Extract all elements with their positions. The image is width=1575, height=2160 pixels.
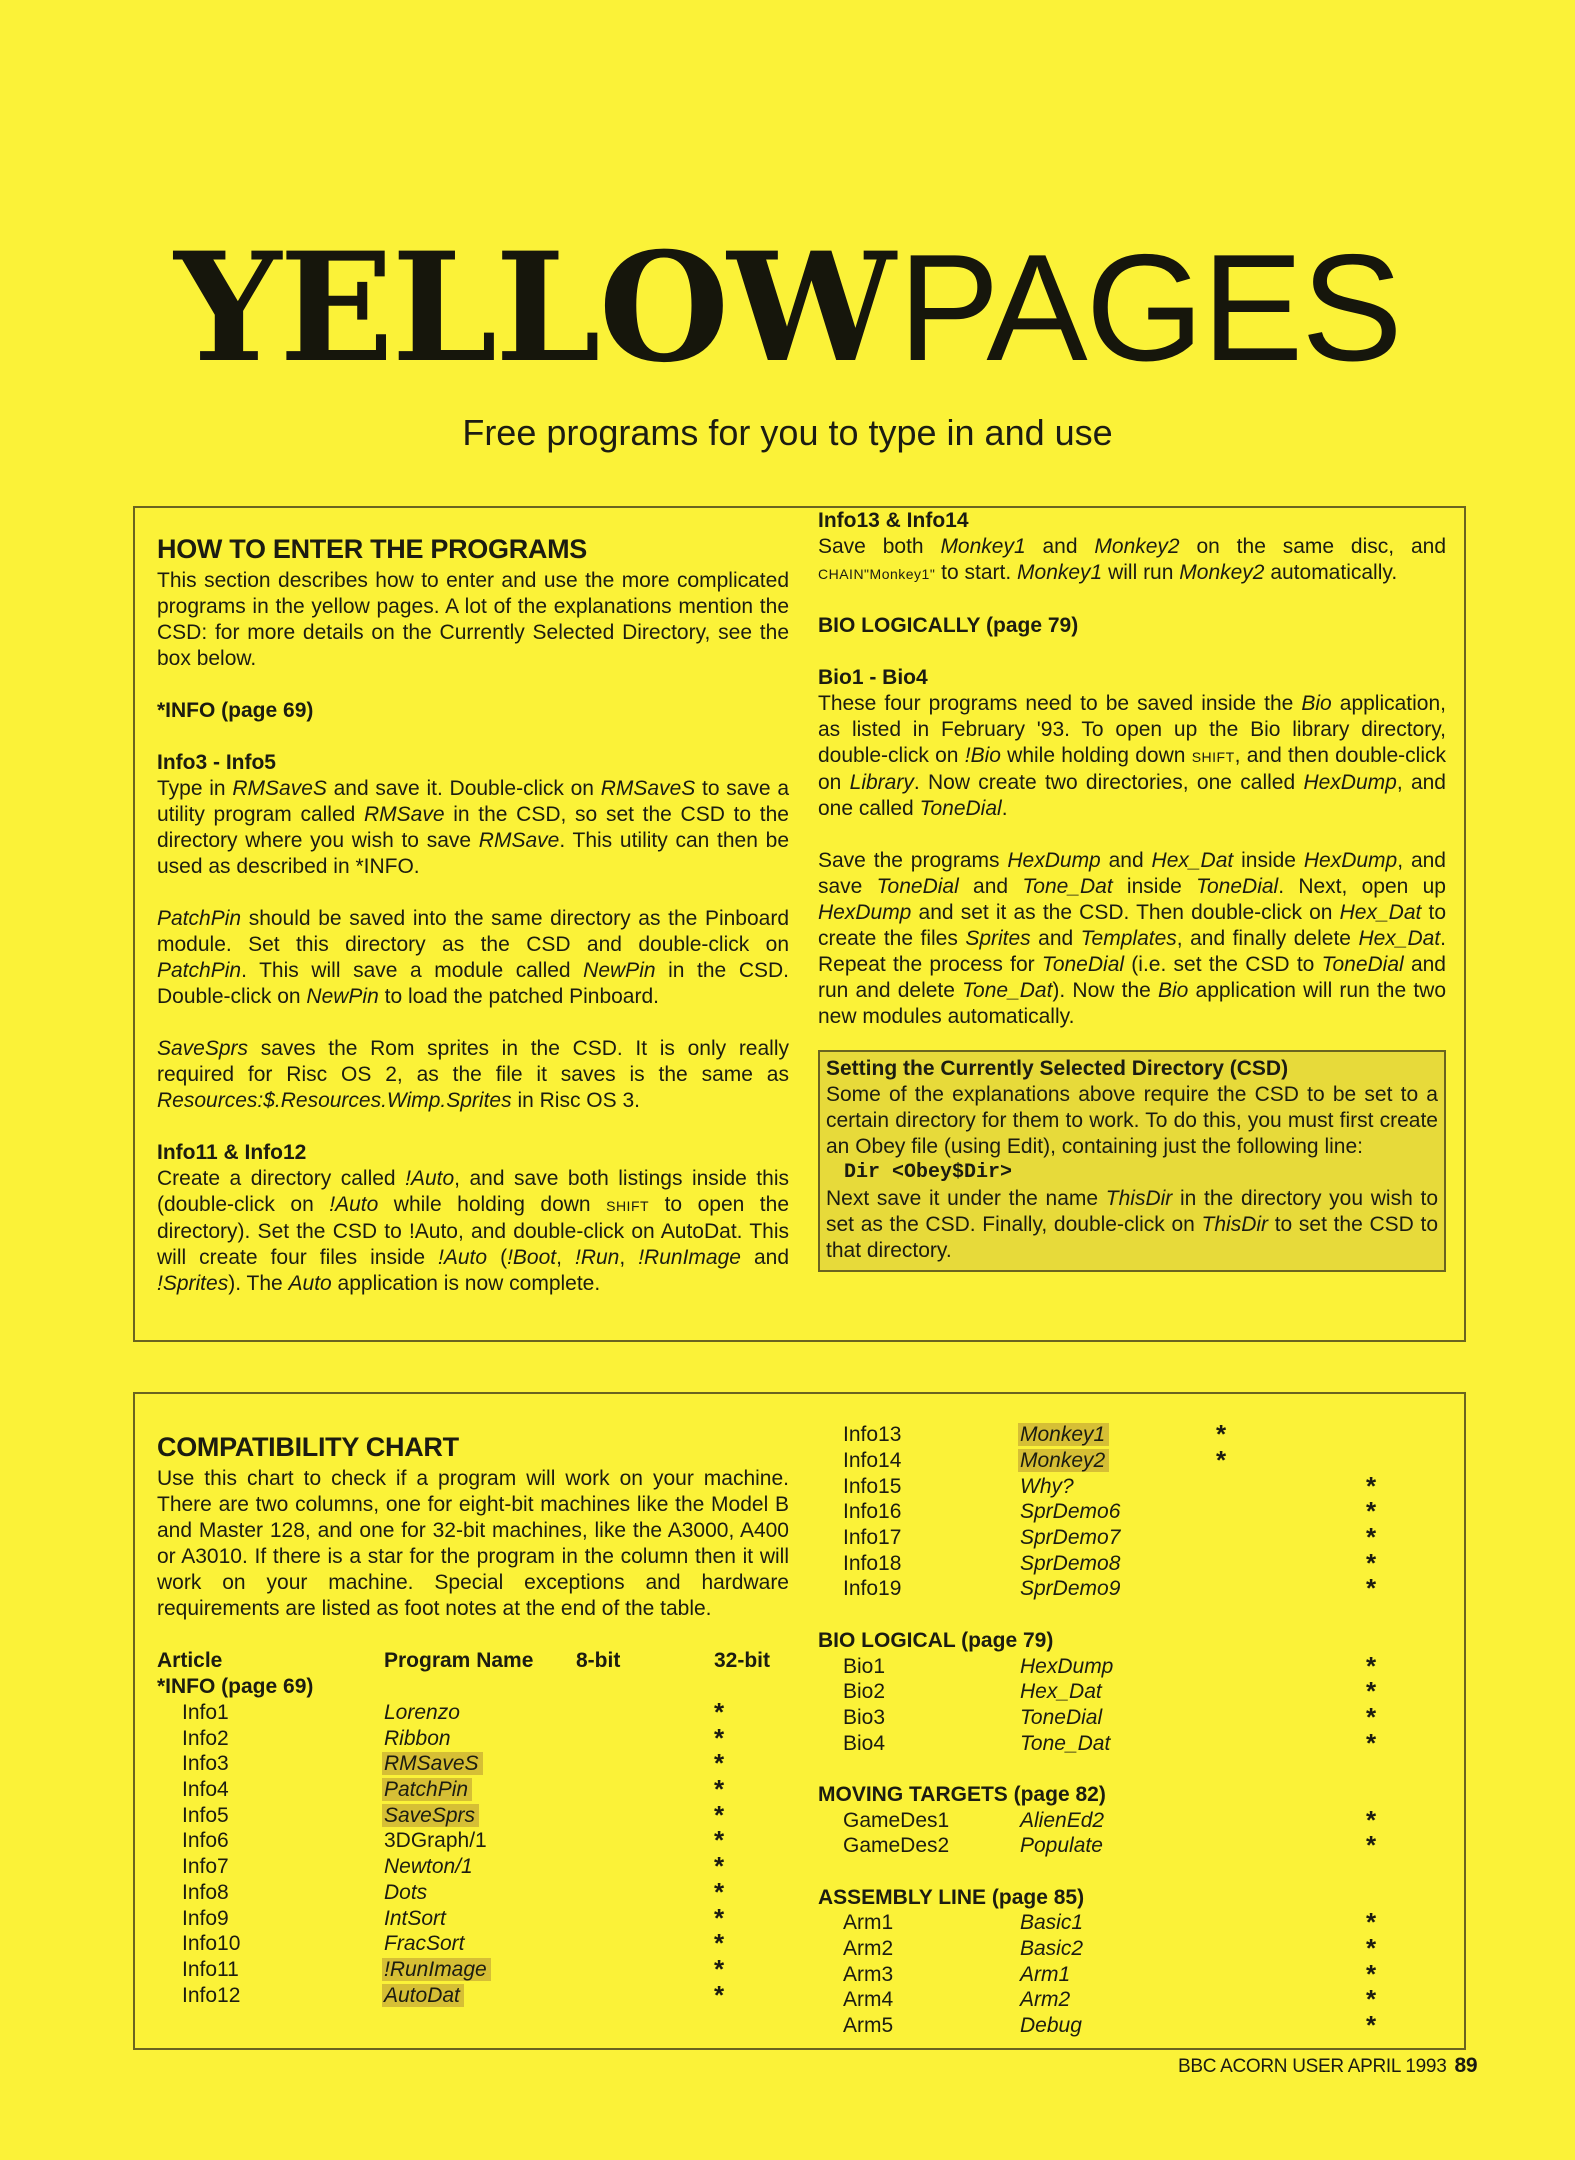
table-row [818,1499,1426,1525]
table-row [157,1828,774,1854]
program-name: Hex_Dat [1020,1680,1102,1704]
article-cell: Bio2 [843,1680,886,1704]
bit8-star [1216,1987,1366,2013]
info11-12-title: Info11 & Info12 [157,1141,307,1164]
bit8-star [576,1854,714,1880]
group-heading: ASSEMBLY LINE (page 85) [818,1885,1085,1909]
compat-table-left [157,1648,774,2008]
table-row [818,1576,1426,1602]
bit8-star [1216,1807,1366,1833]
compat-header-row [157,1648,774,1674]
bit32-star: * [1366,1701,1377,1732]
bio-heading: BIO LOGICALLY (page 79) [818,614,1079,637]
bit32-star: * [1366,1522,1377,1553]
program-name: SprDemo8 [1020,1551,1121,1575]
table-row [818,1448,1426,1474]
article-cell: GameDes1 [843,1808,950,1832]
bit32-star: * [714,1979,725,2010]
article-cell: Info13 [843,1423,902,1447]
bit8-star [576,1982,714,2008]
bit8-star [576,1931,714,1957]
info-heading: *INFO (page 69) [157,699,314,722]
csd-info-box [818,1050,1446,1272]
program-cell [1020,1499,1216,1525]
program-name: RMSaveS [382,1752,483,1775]
bit8-star [576,1777,714,1803]
program-name: PatchPin [382,1778,472,1801]
bit32-star: * [1366,1958,1377,1989]
article-cell: Info10 [182,1932,241,1956]
group-spacer [818,1756,1426,1782]
program-name: IntSort [384,1906,446,1930]
program-name: Basic1 [1020,1911,1084,1935]
bit32-star: * [714,1748,725,1779]
article-cell: Info15 [843,1474,902,1498]
program-name: Debug [1020,2014,1082,2038]
program-cell [1020,1525,1216,1551]
table-row [157,1700,774,1726]
table-row [818,1525,1426,1551]
group-heading-row [818,1884,1426,1910]
article-cell: Arm3 [843,1962,894,1986]
article-cell: Info11 [182,1957,239,1981]
how-to-box [133,506,1466,1342]
bit32-star: * [714,1825,725,1856]
how-to-title: HOW TO ENTER THE PROGRAMS [157,534,588,564]
program-cell [1020,1807,1216,1833]
bit32-star: * [714,1928,725,1959]
bit8-star [1216,1936,1366,1962]
info13-14-para: Save both Monkey1 and Monkey2 on the same disc, and CHAIN"Monkey1" to start. Monkey1 will run Monkey2 automatically. [818,535,1446,584]
bit32-star: * [1366,1547,1377,1578]
table-row [818,1936,1426,1962]
program-name: !RunImage [382,1958,491,1981]
info13-14-title: Info13 & Info14 [818,509,969,532]
program-name: Lorenzo [384,1701,460,1725]
bit8-star [1216,1833,1366,1859]
program-name: SprDemo7 [1020,1526,1121,1550]
article-cell: Info18 [843,1551,902,1575]
bit32-star: * [1366,1496,1377,1527]
table-row [818,1422,1426,1448]
program-name: Dots [384,1880,428,1904]
bit32-star: * [714,1851,725,1882]
article-cell: Info7 [182,1855,229,1879]
program-name: 3DGraph/1 [384,1829,487,1853]
program-cell [384,1828,576,1854]
bit32-star: * [714,1799,725,1830]
program-name: Arm1 [1020,1962,1071,1986]
article-cell: Arm4 [843,1988,894,2012]
article-cell: Arm1 [843,1911,894,1935]
bit8-star [1216,1705,1366,1731]
program-name: Basic2 [1020,1937,1084,1961]
info3-5-para2: PatchPin should be saved into the same directory as the Pinboard module. Set this directory as the CSD and double-click on PatchPin. This will save a module called NewPin in the CSD. Double-click on NewPin to load the patched Pinboard. [157,907,789,1008]
article-cell: Bio3 [843,1705,886,1729]
bio-para1: These four programs need to be saved inside the Bio application, as listed in February '93. To open up the Bio library directory, double-click on !Bio while holding down SHIFT, and then double-click on Library. Now create two directories, one called HexDump, and one called ToneDial. [818,692,1447,820]
col-header-32bit: 32-bit [714,1649,771,1672]
program-cell [384,1700,576,1726]
program-cell [1020,1833,1216,1859]
table-row [818,1550,1426,1576]
article-cell: Info6 [182,1829,229,1853]
csd-para1: Some of the explanations above require the CSD to be set to a certain directory for them to work. To do this, you must first create an Obey file (using Edit), containing just the following line: [826,1083,1438,1158]
table-row [157,1982,774,2008]
compat-left-column [157,1430,789,2008]
article-cell: Info14 [843,1449,902,1473]
article-cell: Bio1 [843,1654,886,1678]
bit8-star [1216,1730,1366,1756]
masthead [0,220,1575,396]
article-cell: Info8 [182,1880,229,1904]
program-cell [1020,1422,1216,1448]
csd-para2: Next save it under the name ThisDir in the directory you wish to set as the CSD. Finally, double-click on ThisDir to set the CSD to that directory. [826,1187,1439,1262]
program-cell [1020,1936,1216,1962]
masthead-yellow: YELLOW [174,220,894,396]
bit32-star: * [1366,1907,1377,1938]
bit8-star [576,1751,714,1777]
bit32-star: * [1366,1984,1377,2015]
bit8-star: * [1216,1445,1227,1476]
article-cell: Arm5 [843,2014,894,2038]
info3-5-title: Info3 - Info5 [157,751,276,774]
page-number: 89 [1454,2054,1478,2077]
group-heading-row [157,1674,774,1700]
csd-title: Setting the Currently Selected Directory (CSD) [826,1057,1289,1080]
program-name: AlienEd2 [1020,1808,1105,1832]
article-cell: Arm2 [843,1937,894,1961]
table-row [818,1679,1426,1705]
bio-para2: Save the programs HexDump and Hex_Dat inside HexDump, and save ToneDial and Tone_Dat inside ToneDial. Next, open up HexDump and set it as the CSD. Then double-click on Hex_Dat to create the files Sprites and Templates, and finally delete Hex_Dat. Repeat the process for ToneDial (i.e. set the CSD to ToneDial and run and delete Tone_Dat). Now the Bio application will run the two new modules automatically. [818,849,1447,1028]
program-name: HexDump [1020,1654,1114,1678]
program-cell [1020,1961,1216,1987]
program-cell [1020,1705,1216,1731]
bit8-star [1216,1499,1366,1525]
table-row [818,1987,1426,2013]
program-cell [384,1725,576,1751]
program-cell [1020,1910,1216,1936]
compatibility-box [133,1392,1466,2050]
table-row [818,1653,1426,1679]
bit32-star: * [714,1697,725,1728]
program-cell [1020,1679,1216,1705]
table-row [818,1961,1426,1987]
program-name: SaveSprs [382,1804,479,1827]
program-name: SprDemo9 [1020,1577,1121,1601]
group-heading: *INFO (page 69) [157,1675,314,1699]
article-cell: Info1 [182,1701,229,1725]
group-spacer [818,1602,1426,1628]
bit32-star: * [1366,1676,1377,1707]
bit32-star: * [714,1722,725,1753]
bit32-star: * [1366,1830,1377,1861]
bit8-star [1216,1473,1366,1499]
table-row [818,1473,1426,1499]
group-heading-row [818,1782,1426,1808]
bit32-star: * [714,1902,725,1933]
bit8-star [1216,1910,1366,1936]
bit8-star [576,1828,714,1854]
bit8-star [576,1700,714,1726]
bit8-star [576,1725,714,1751]
bit8-star [1216,1576,1366,1602]
program-cell [1020,1987,1216,2013]
bit8-star [576,1957,714,1983]
article-cell: Info12 [182,1983,241,2007]
bit32-star [1366,1448,1426,1474]
compat-right-column [818,1419,1446,2041]
bit8-star [1216,1961,1366,1987]
article-cell: Info9 [182,1906,229,1930]
table-row [818,1833,1426,1859]
bit8-star [1216,1525,1366,1551]
program-cell [384,1931,576,1957]
table-row [157,1880,774,1906]
info3-5-para3: SaveSprs saves the Rom sprites in the CSD. It is only really required for Risc OS 2, as the file it saves is the same as Resources:$.Resources.Wimp.Sprites in Risc OS 3. [157,1037,789,1112]
program-name: ToneDial [1020,1705,1103,1729]
bit8-star [1216,1550,1366,1576]
program-name: AutoDat [382,1984,464,2007]
page-footer [1178,2054,1488,2078]
masthead-pages: PAGES [898,223,1401,393]
article-cell: Info19 [843,1577,902,1601]
table-row [818,2013,1426,2039]
program-cell [384,1802,576,1828]
program-cell [384,1905,576,1931]
program-name: Tone_Dat [1020,1731,1111,1755]
bit8-star: * [1216,1419,1227,1450]
table-row [157,1725,774,1751]
table-row [818,1807,1426,1833]
table-row [818,1910,1426,1936]
bit32-star [1366,1422,1426,1448]
program-cell [384,1777,576,1803]
table-row [157,1802,774,1828]
table-row [818,1730,1426,1756]
program-cell [1020,1730,1216,1756]
program-name: SprDemo6 [1020,1500,1121,1524]
program-name: Newton/1 [384,1855,473,1879]
program-name: Monkey1 [1018,1423,1109,1446]
article-cell: Info3 [182,1752,229,1776]
program-cell [1020,1448,1216,1474]
compat-table-right [818,1419,1426,2041]
footer-publication: BBC ACORN USER APRIL 1993 [1178,2056,1447,2077]
bit32-star: * [1366,1470,1377,1501]
col-header-article: Article [157,1649,223,1672]
program-name: Why? [1020,1474,1074,1498]
table-row [157,1777,774,1803]
article-cell: Info16 [843,1500,902,1524]
col-header-8bit: 8-bit [576,1649,621,1672]
how-to-right-column [818,508,1446,1272]
col-header-program: Program Name [384,1649,534,1672]
bit32-star: * [1366,1727,1377,1758]
bit8-star [576,1905,714,1931]
program-cell [1020,1473,1216,1499]
table-row [157,1931,774,1957]
info3-5-para1: Type in RMSaveS and save it. Double-click on RMSaveS to save a utility program called RMSave in the CSD, so set the CSD to the directory where you wish to save RMSave. This utility can then be used as described in *INFO. [157,777,790,878]
program-name: Monkey2 [1018,1449,1109,1472]
bit32-star: * [1366,1573,1377,1604]
bit32-star: * [1366,1933,1377,1964]
csd-code-line: Dir <Obey$Dir> [844,1161,1013,1184]
program-cell [384,1982,576,2008]
program-name: Arm2 [1020,1988,1071,2012]
table-row [157,1854,774,1880]
bit8-star [1216,1679,1366,1705]
group-heading: MOVING TARGETS (page 82) [818,1782,1106,1806]
program-cell [384,1854,576,1880]
program-name: FracSort [384,1932,465,1956]
group-heading-row [818,1628,1426,1654]
bit8-star [1216,2013,1366,2039]
program-cell [384,1880,576,1906]
program-cell [1020,1653,1216,1679]
article-cell: Info2 [182,1726,229,1750]
bit8-star [1216,1653,1366,1679]
bit32-star: * [714,1774,725,1805]
compat-intro: Use this chart to check if a program will work on your machine. There are two columns, one for eight-bit machines like the Model B and Master 128, and one for 32-bit machines, like the A3000, A400 or A3010. If there is a star for the program in the column then it will work on your machine. Special exceptions and hardware requirements are listed as foot notes at the end of the table. [157,1467,789,1620]
bit32-star: * [1366,1804,1377,1835]
table-row [157,1957,774,1983]
tagline: Free programs for you to type in and use [462,412,1113,453]
bit32-star: * [1366,1650,1377,1681]
bit32-star: * [714,1876,725,1907]
article-cell: Info17 [843,1526,902,1550]
program-cell [384,1751,576,1777]
how-to-intro: This section describes how to enter and use the more complicated programs in the yellow pages. A lot of the explanations mention the CSD: for more details on the Currently Selected Directory, see the box below. [157,569,789,670]
bio-title: Bio1 - Bio4 [818,666,928,689]
bit8-star [576,1802,714,1828]
table-row [157,1905,774,1931]
how-to-left-column [157,532,789,1297]
article-cell: Bio4 [843,1731,886,1755]
article-cell: GameDes2 [843,1834,950,1858]
compat-title: COMPATIBILITY CHART [157,1432,459,1462]
program-cell [384,1957,576,1983]
info11-12-para: Create a directory called !Auto, and save both listings inside this (double-click on !Auto while holding down SHIFT to open the directory). Set the CSD to !Auto, and double-click on AutoDat. This will create four files inside !Auto (!Boot, !Run, !RunImage and !Sprites). The Auto application is now complete. [157,1167,790,1295]
bit32-star: * [714,1953,725,1984]
group-heading: BIO LOGICAL (page 79) [818,1628,1054,1652]
program-cell [1020,2013,1216,2039]
table-row [157,1751,774,1777]
bit32-star: * [1366,2010,1377,2041]
group-spacer [818,1859,1426,1885]
program-cell [1020,1550,1216,1576]
article-cell: Info4 [182,1778,229,1802]
article-cell: Info5 [182,1803,229,1827]
program-name: Ribbon [384,1726,451,1750]
bit8-star [576,1880,714,1906]
program-name: Populate [1020,1834,1103,1858]
program-cell [1020,1576,1216,1602]
table-row [818,1705,1426,1731]
